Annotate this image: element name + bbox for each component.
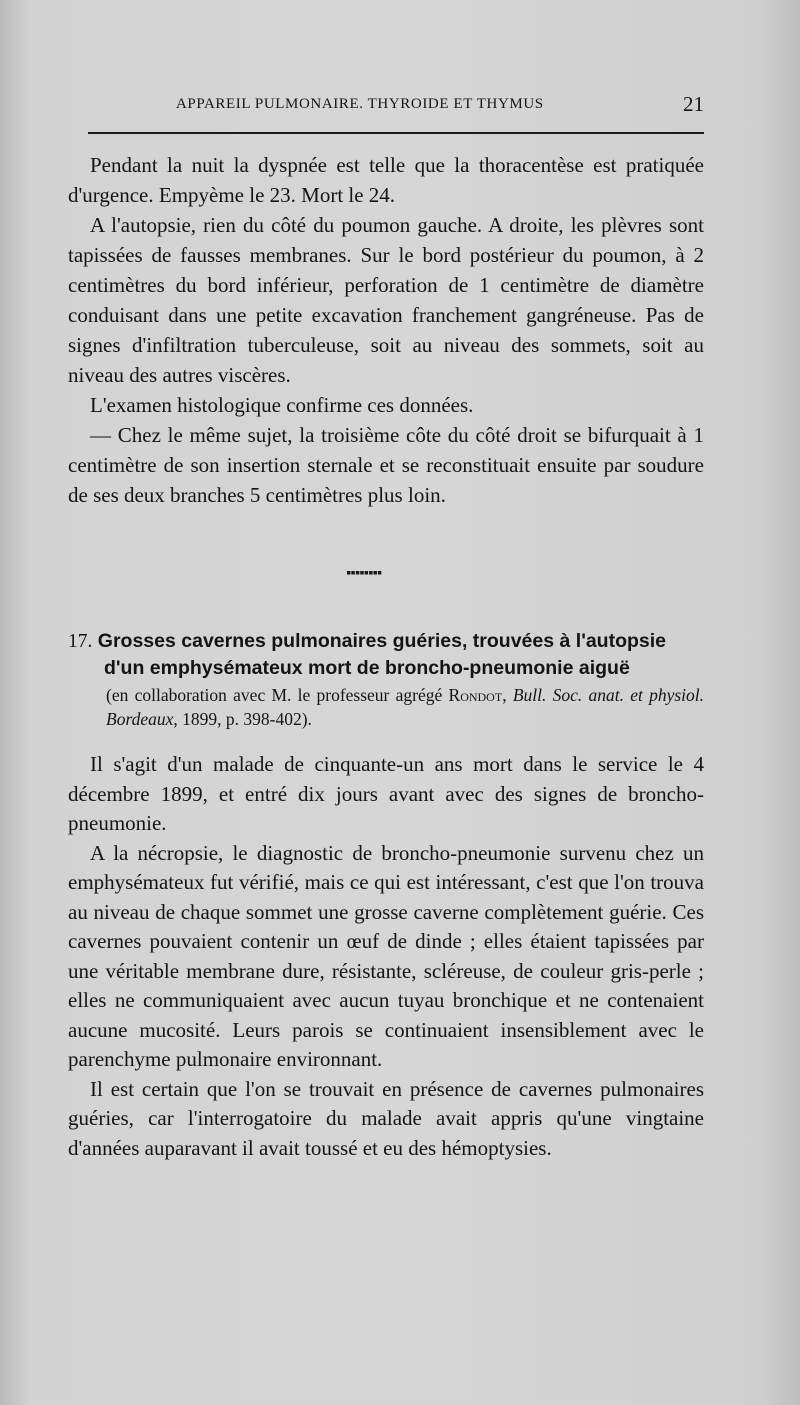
citation-author: Rondot [448,685,503,705]
entry-number: 17. [68,631,93,652]
citation-suffix: , 1899, p. 398-402). [173,709,312,729]
bibliography-entry [68,628,704,731]
page-number: 21 [683,92,704,116]
section-2-text [68,750,704,1163]
running-head: APPAREIL PULMONAIRE. THYROIDE ET THYMUS [176,96,544,112]
section-divider-ornament: ▪▪▪▪▪▪▪▪ [346,568,382,578]
paragraph: A la nécropsie, le diagnostic de broncho-pneumonie survenu chez un emphysémateux fut vérifié, mais ce qui est intéressant, c'est que l'on trouva au niveau de chaque sommet une grosse caverne complètement guérie. Ces cavernes pouvaient contenir un œuf de dinde ; elles étaient tapissées par une véritable membrane dure, résistante, scléreuse, de couleur gris-perle ; elles ne communiquaient avec aucun tuyau bronchique et ne contenaient aucune mucosité. Leurs parois se continuaient insensiblement avec le parenchyme pulmonaire environnant. [68,840,704,1071]
paragraph: Pendant la nuit la dyspnée est telle que la thoracentèse est pratiquée d'urgence. Empyème le 23. Mort le 24. [68,153,704,207]
citation-prefix: (en collaboration avec M. le professeur agrégé [106,685,443,705]
section-1-text [68,150,704,510]
paragraph: L'examen histologique confirme ces données. [90,393,474,417]
citation-journal: Bull. Soc. anat. et physiol. Bordeaux [106,685,705,729]
entry-title [68,628,704,681]
entry-title-text: Grosses cavernes pulmonaires guéries, trouvées à l'autopsie d'un emphysémateux mort de broncho-pneumonie aiguë [97,630,667,679]
header-rule [88,132,704,134]
paragraph: — Chez le même sujet, la troisième côte du côté droit se bifurquait à 1 centimètre de son insertion sternale et se reconstituait ensuite par soudure de ses deux branches 5 centimètres plus loin. [68,423,704,507]
page-header [176,94,704,120]
paragraph: Il est certain que l'on se trouvait en présence de cavernes pulmonaires guéries, car l'interrogatoire du malade avait appris qu'une vingtaine d'années auparavant il avait toussé et eu des hémoptysies. [68,1076,704,1160]
paragraph: A l'autopsie, rien du côté du poumon gauche. A droite, les plèvres sont tapissées de fausses membranes. Sur le bord postérieur du poumon, à 2 centimètres du bord inférieur, perforation de 1 centimètre de diamètre conduisant dans une petite excavation franchement gangréneuse. Pas de signes d'infiltration tuberculeuse, soit au niveau des sommets, soit au niveau des autres viscères. [68,213,704,387]
paragraph: Il s'agit d'un malade de cinquante-un ans mort dans le service le 4 décembre 1899, et entré dix jours avant avec des signes de broncho-pneumonie. [68,752,704,835]
entry-citation: (en collaboration avec M. le professeur agrégé Rondot, Bull. Soc. anat. et physiol. Bordeaux, 1899, p. 398-402). [106,685,705,729]
